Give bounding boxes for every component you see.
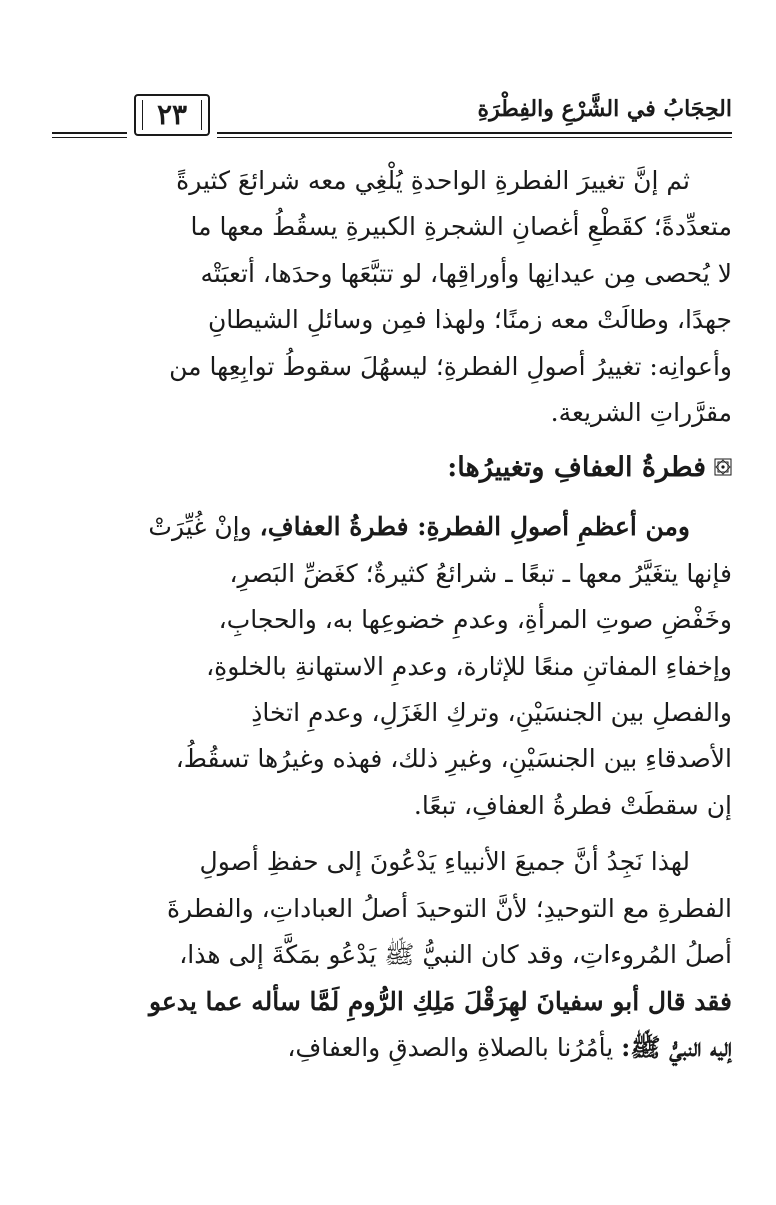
text-line: لهذا نَجِدُ أنَّ جميعَ الأنبياءِ يَدْعُونَ إلى حفظِ أصولِ [199,847,690,877]
decorative-square-ornament-icon [714,458,732,476]
section-heading [52,446,732,490]
text-line: وإخفاءِ المفاتنِ منعًا للإثارة، وعدمِ الاستهانةِ بالخلوةِ، [206,651,732,681]
text-line: الفطرةِ مع التوحيدِ؛ لأنَّ التوحيدَ أصلُ العباداتِ، والفطرةَ [166,893,732,923]
text-line: وأعوانِه: تغييرُ أصولِ الفطرةِ؛ ليسهُلَ سقوطُ توابِعِها من [169,351,732,381]
text-line: أصلُ المُروءاتِ، وقد كان النبيُّ ﷺ يَدْعُو بمَكَّةَ إلى هذا، [179,940,732,970]
bold-line: فقد قال أبو سفيانَ لهِرَقْلَ مَلِكِ الرُّومِ لَمَّا سأله عما يدعو [148,986,732,1016]
header-rule-thin [217,137,732,138]
bold-phrase: ومن أعظمِ أصولِ الفطرةِ: فطرةُ العفافِ، [259,512,690,542]
text-line: متعدِّدةً؛ كقَطْعِ أغصانِ الشجرةِ الكبيرةِ يسقُطُ معها ما [190,212,732,242]
text-line: فإنها يتغَيَّرُ معها ـ تبعًا ـ شرائعُ كثيرةٌ؛ كغَضِّ البَصرِ، [229,558,732,588]
text-line: والفصلِ بين الجنسَيْنِ، وتركِ الغَزَلِ، وعدمِ اتخاذِ [251,698,732,728]
section-heading-text: فطرةُ العفافِ وتغييرُها: [447,452,706,484]
text-line: الأصدقاءِ بين الجنسَيْنِ، وغيرِ ذلك، فهذه وغيرُها تسقُطُ، [175,744,732,774]
text-line: جهدًا، وطالَتْ معه زمنًا؛ ولهذا فمِن وسائلِ الشيطانِ [207,305,732,335]
text-line: وخَفْضِ صوتِ المرأةِ، وعدمِ خضوعِها به، والحجابِ، [218,605,732,635]
text-line: لا يُحصى مِن عيدانِها وأوراقِها، لو تتبَّعَها وحدَها، أتعبَتْه [200,258,732,288]
header-rule [217,132,732,134]
text-line [52,1025,732,1071]
paragraph-2 [52,504,732,829]
text-fragment: يأمُرُنا بالصلاةِ والصدقِ والعفافِ، [287,1032,614,1062]
text-line: إن سقطَتْ فطرةُ العفافِ، تبعًا. [413,790,732,820]
paragraph-1 [52,158,732,436]
text-line: مقرَّراتِ الشريعة. [550,398,732,428]
header-rule-left [52,132,127,134]
text-line [52,504,732,550]
text-line [52,979,732,1025]
text-fragment: وإنْ غُيِّرَتْ [148,512,252,542]
page-header [52,90,732,150]
page-content [52,158,732,1071]
bold-phrase: إليه النبيُّ ﷺ: [621,1032,732,1062]
paragraph-3 [52,839,732,1071]
text-line: ثم إنَّ تغييرَ الفطرةِ الواحدةِ يُلْغِي معه شرائعَ كثيرةً [176,166,690,195]
page-number: ٢٣ [134,94,210,136]
running-title: الحِجَابُ في الشَّرْعِ والفِطْرَةِ [477,96,732,122]
book-page [52,0,732,1205]
header-rule-left-thin [52,137,127,138]
